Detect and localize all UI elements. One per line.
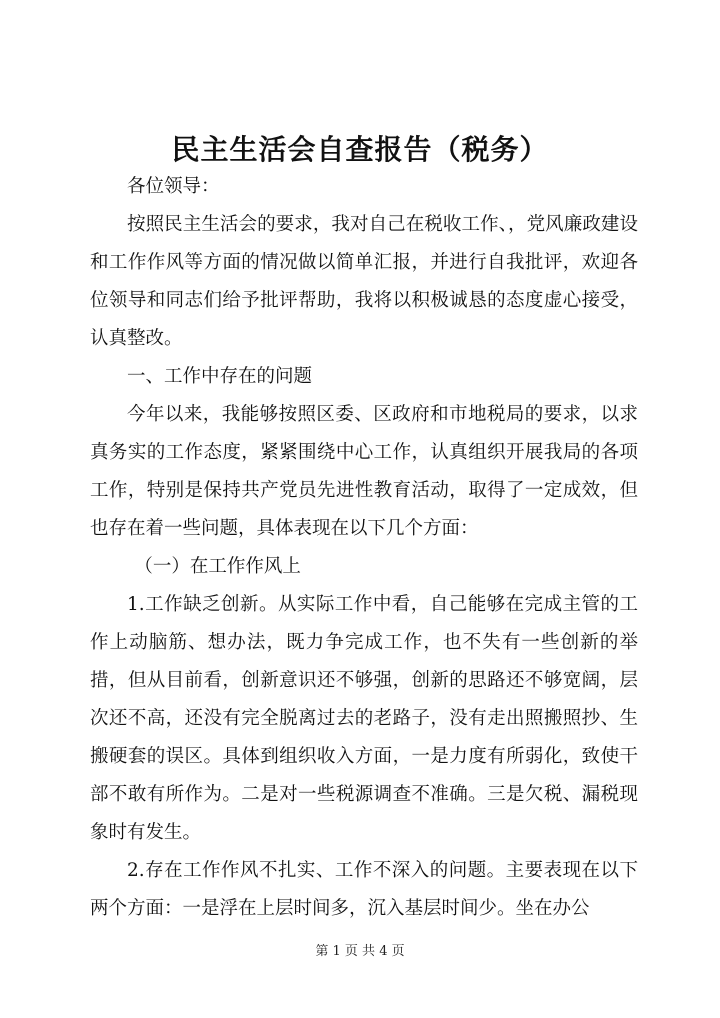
section-heading: 一、工作中存在的问题 xyxy=(127,366,313,387)
document-title: 民主生活会自查报告（税务） xyxy=(171,133,549,166)
subsection-heading: （一）在工作作风上 xyxy=(134,556,301,577)
document-body xyxy=(90,168,638,928)
page-footer: 第 1 页 共 4 页 xyxy=(315,944,405,959)
paragraph-item-2: 2.存在工作作风不扎实、工作不深入的问题。主要表现在以下两个方面：一是浮在上层时间多，沉入基层时间少。坐在办公 xyxy=(90,860,638,919)
paragraph-overview: 今年以来，我能够按照区委、区政府和市地税局的要求，以求真务实的工作态度，紧紧围绕中心工作，认真组织开展我局的各项工作，特别是保持共产党员先进性教育活动，取得了一定成效，但也存在着一些问题，具体表现在以下几个方面： xyxy=(90,404,638,539)
salutation: 各位领导： xyxy=(127,176,220,197)
paragraph-item-1: 1.工作缺乏创新。从实际工作中看，自己能够在完成主管的工作上动脑筋、想办法，既力争完成工作，也不失有一些创新的举措，但从目前看，创新意识还不够强，创新的思路还不够宽阔，层次还不高，还没有完全脱离过去的老路子，没有走出照搬照抄、生搬硬套的误区。具体到组织收入方面，一是力度有所弱化，致使干部不敢有所作为。二是对一些税源调查不准确。三是欠税、漏税现象时有发生。 xyxy=(90,594,638,843)
paragraph-intro: 按照民主生活会的要求，我对自己在税收工作、，党风廉政建设和工作作风等方面的情况做以简单汇报，并进行自我批评，欢迎各位领导和同志们给予批评帮助，我将以积极诚恳的态度虚心接受，认真整改。 xyxy=(90,214,638,349)
